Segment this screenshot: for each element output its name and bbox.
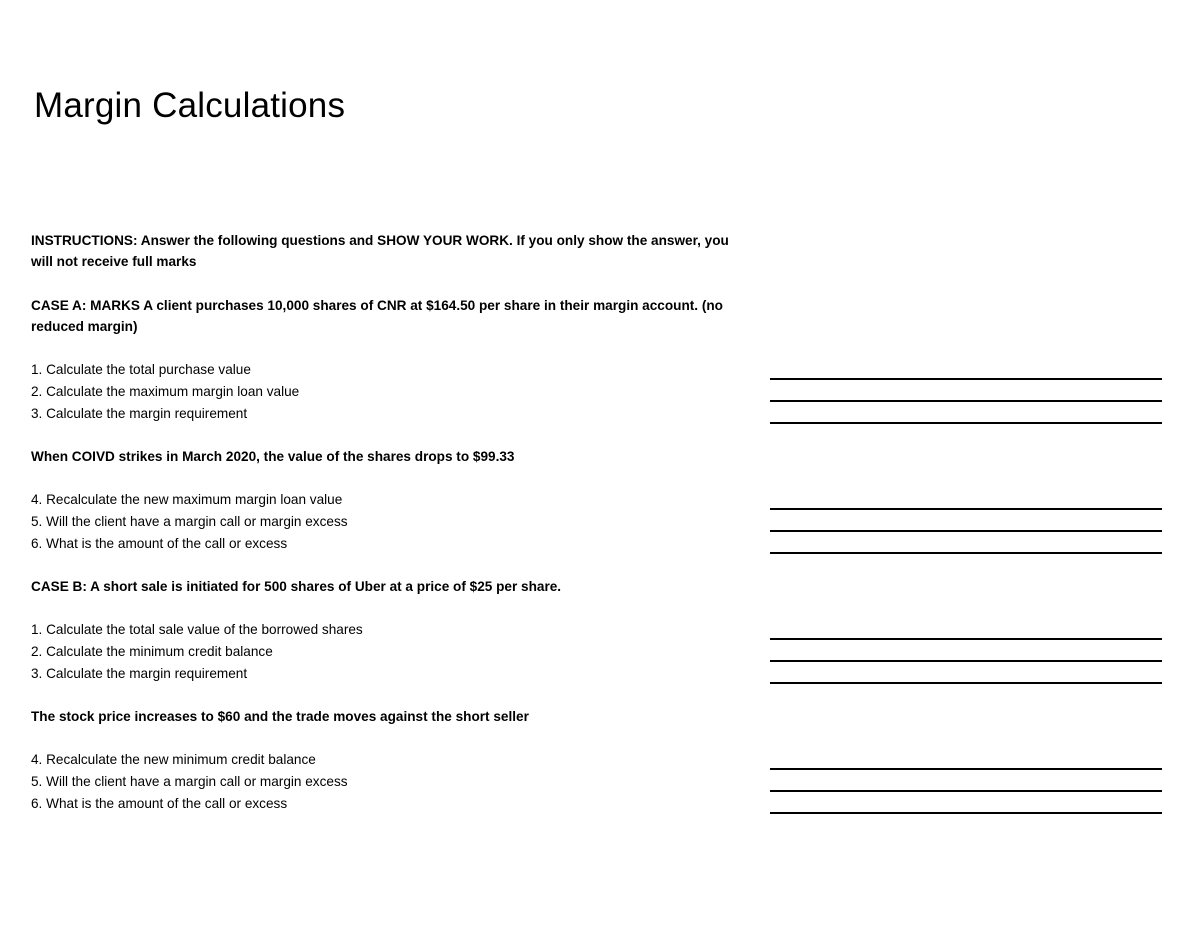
- page-title: Margin Calculations: [34, 86, 346, 125]
- case-b-answer-line-3[interactable]: [770, 682, 1162, 684]
- case-a-answer-line-3[interactable]: [770, 422, 1162, 424]
- instructions-line-1: INSTRUCTIONS: Answer the following questions and SHOW YOUR WORK. If you only show the answer, you: [31, 233, 729, 248]
- case-a-answer-line-5[interactable]: [770, 530, 1162, 532]
- case-b-question-4: 4. Recalculate the new minimum credit balance: [31, 752, 316, 767]
- case-a-question-1: 1. Calculate the total purchase value: [31, 362, 251, 377]
- case-a-update: When COIVD strikes in March 2020, the value of the shares drops to $99.33: [31, 449, 515, 464]
- case-b-answer-line-1[interactable]: [770, 638, 1162, 640]
- case-b-heading: CASE B: A short sale is initiated for 500 shares of Uber at a price of $25 per share.: [31, 579, 562, 594]
- case-a-question-4: 4. Recalculate the new maximum margin loan value: [31, 492, 343, 507]
- case-b-answer-line-2[interactable]: [770, 660, 1162, 662]
- case-a-answer-line-6[interactable]: [770, 552, 1162, 554]
- case-b-answer-line-4[interactable]: [770, 768, 1162, 770]
- case-b-question-3: 3. Calculate the margin requirement: [31, 666, 248, 681]
- case-a-answer-line-4[interactable]: [770, 508, 1162, 510]
- case-a-question-6: 6. What is the amount of the call or excess: [31, 536, 288, 551]
- case-b-question-5: 5. Will the client have a margin call or margin excess: [31, 774, 348, 789]
- case-a-question-3: 3. Calculate the margin requirement: [31, 406, 248, 421]
- case-b-question-1: 1. Calculate the total sale value of the borrowed shares: [31, 622, 363, 637]
- case-a-question-5: 5. Will the client have a margin call or margin excess: [31, 514, 348, 529]
- case-a-answer-line-2[interactable]: [770, 400, 1162, 402]
- case-a-answer-line-1[interactable]: [770, 378, 1162, 380]
- case-b-question-2: 2. Calculate the minimum credit balance: [31, 644, 273, 659]
- case-b-question-6: 6. What is the amount of the call or excess: [31, 796, 288, 811]
- case-a-heading-line-1: CASE A: MARKS A client purchases 10,000 shares of CNR at $164.50 per share in their margin account. (no: [31, 298, 723, 313]
- case-b-answer-line-5[interactable]: [770, 790, 1162, 792]
- case-b-answer-line-6[interactable]: [770, 812, 1162, 814]
- case-b-update: The stock price increases to $60 and the trade moves against the short seller: [31, 709, 529, 724]
- case-a-heading-line-2: reduced margin): [31, 319, 138, 334]
- case-a-question-2: 2. Calculate the maximum margin loan value: [31, 384, 300, 399]
- instructions-line-2: will not receive full marks: [31, 254, 197, 269]
